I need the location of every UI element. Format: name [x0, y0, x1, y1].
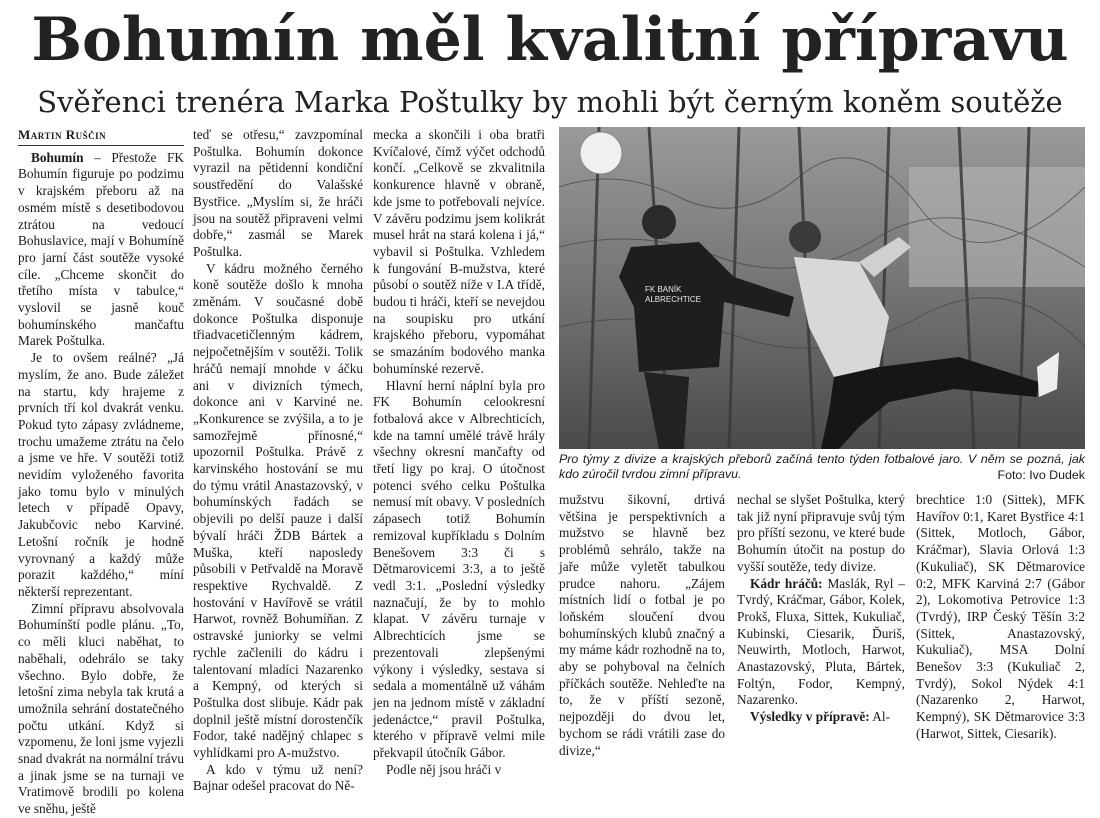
paragraph: nechal se slyšet Poštulka, který tak již nyní připravuje svůj tým pro příští sezonu, ve které bude Bohumín útočit na postup do vyšší soutěže, tedy divize.	[737, 492, 905, 574]
dateline: Bohumín	[31, 149, 84, 165]
paragraph: Hlavní herní náplní byla pro FK Bohumín celookresní fotbalová akce v Albrechticích, kde na tamní umělé trávě hrály všechny okresní mančafty od třetí ligy po kraj. O útočnost potenci svého celku Poštulka nemusí mít obavy. V posledních zápasech totiž Bohumín remizoval kupříkladu s Dolním Benešovem 3:3 či s Dětmarovicemi 3:3, a to ještě vedl 3:1. „Poslední výsledky naznačují, že by to mohlo klapat. V závěru turnaje v Albrechticích jsme se prezentovali zlepšenými výkony i výsledky, sestava si sedala a momentálně už váhám jen na jednom místě v základní jedenáctce,“ pravil Poštulka, kterého v přípravě velmi mile překvapil útočník Gábor.	[373, 377, 545, 761]
ball	[580, 132, 622, 174]
article-column-1	[18, 127, 184, 817]
article-column-2	[193, 127, 363, 794]
results-text: Al-	[869, 709, 891, 725]
byline: Martin Ruščin	[18, 127, 184, 146]
paragraph: teď se otřesu,“ zavzpomínal Poštulka. Bohumín dokonce vyrazil na pětidenní kondiční soustředění do Valašské Bystřice. „Myslím si, že hráči jsou na soutěž připraveni velmi dobře,“ zasmál se Marek Poštulka.	[193, 127, 363, 259]
paragraph: Podle něj jsou hráči v	[386, 761, 502, 777]
football-photo-illustration	[559, 127, 1085, 449]
results-intro	[737, 709, 905, 726]
paragraph	[18, 150, 184, 350]
article-column-3	[373, 127, 545, 777]
paragraph: mecka a skončili i oba bratři Kvíčalové, čímž výčet odchodů končí. „Celkově se zkvalitnila konkurence hlavně v obraně, kde jsme to potřebovali nejvíce. V závěru podzimu jsem kolikrát musel hrát na stará kolena i já,“ vybavil si Poštulka. Vzhledem k fungování B-mužstva, které působí o soutěž níže v I.A třídě, budou ti hráči, kteří se nevejdou na soupisku pro utkání krajského přeboru, vypomáhat se smazáním bodového manka bohumínské rezervě.	[373, 127, 545, 376]
match-photo	[559, 127, 1085, 449]
article-column-4	[559, 492, 725, 758]
photo-credit: Foto: Ivo Dudek	[997, 468, 1085, 482]
paragraph-text: – Přestože FK Bohumín figuruje po podzimu v krajském přeboru až na osmém místě s desetibodovou ztrátou na vedoucí Bohuslavice, mají v Bohumíně pro jarní část soutěže vysoké cíle. „Chceme skončit do třetího místa v tabulce,“ vyslovil se jasně kouč bohumínského mančaftu Marek Poštulka.	[18, 149, 184, 349]
shirt-text: FK BANÍK	[645, 285, 682, 294]
subheadline: Svěřenci trenéra Marka Poštulky by mohli být černým koněm soutěže	[37, 85, 1063, 119]
results-label: Výsledky v přípravě:	[750, 709, 870, 725]
results-list: brechtice 1:0 (Sittek), MFK Havířov 0:1, Karet Bystřice 4:1 (Sittek, Motloch, Gábor, Kráčmar), Slavia Orlová 1:3 (Kukuliač), SK Dětmarovice 0:2, MFK Karviná 2:7 (Gábor 2), Lokomotiva Petrovice 1:3 (Tvrdý), IRP Český Těšín 3:2 (Sittek, Anastazovský, Kukuliač), MSA Dolní Benešov 3:3 (Kukuliač 2, Tvrdý), Sokol Nýdek 4:1 (Nazarenko 2, Harwot, Kempný), SK Dětmarovice 3:3 (Harwot, Sittek, Ciesarik).	[916, 492, 1085, 741]
paragraph: A kdo v týmu už není? Bajnar odešel pracovat do Ně-	[193, 761, 363, 794]
article-column-5	[737, 492, 905, 725]
squad-text: Maslák, Ryl – Tvrdý, Kráčmar, Gábor, Kolek, Prokš, Fluxa, Sittek, Kukuliač, Kubinski, Ciesarik, Ďuriš, Neuwirth, Motloch, Harwot, Anastazovský, Pluta, Bártek, Foltýn, Fodor, Kempný, Nazarenko.	[737, 575, 905, 708]
paragraph: V kádru možného černého koně soutěže došlo k mnoha změnám. V současné době dokonce Poštulka disponuje třiadvacetičlenným kádrem, nejpočetnějším v soutěži. Tolik hráčů nemají mnohde v áčku ani v divizních týmech, dokonce ani v Karviné ne. „Konkurence se zvýšila, a to je samozřejmě přínosné,“ upozornil Poštulka. Právě z karvinského hostování se mu do týmu vrátil Anastazovský, v bohumínských řadách se objevili po delší pauze i další bývalí hráči ŽDB Bártek a Muška, kteří naposledy působili v Petřvaldě na Moravě respektive Rychvaldě. Z hostování v Havířově se vrátil Harwot, rovněž Bohumíňan. Z ostravské juniorky se velmi rychle začlenili do kádru i talentovaní mladíci Nazarenko a Kempný, od kterých si Poštulka dost slibuje. Kádr pak doplnil ještě místní dorostenčík Fodor, také nadějný chlapec s vyhlídkami pro A-mužstvo.	[193, 260, 363, 761]
squad-label: Kádr hráčů:	[750, 575, 823, 591]
paragraph: mužstvu šikovní, drtivá většina je perspektivních a mužstvo se hlavně bez problémů sehrálo, takže na jaře může vyletět tabulkou prudce nahoru. „Zájem místních lidí o fotbal je po loňském sloučení dvou bohumínských klubů značný a my máme kádr rozhodně na to, aby se pohyboval na čelních příčkách soutěže. Nehleďte na to, že v příští sezoně, nejpozději do dvou let, bychom se rádi vrátili zase do divize,“	[559, 492, 725, 758]
photo-caption: Pro týmy z divize a krajských přeborů začíná tento týden fotbalové jaro. V něm se pozná, jak kdo zúročil tvrdou zimní přípravu.	[559, 452, 1085, 481]
headline: Bohumín měl kvalitní přípravu	[31, 5, 1069, 75]
paragraph: Zimní přípravu absolvovala Bohumínští podle plánu. „To, co měli kluci naběhat, to naběhali, odehrálo se taky všechno. Bylo dobře, že letošní zima nebyla tak krutá a umožnila sehrání dostatečného počtu utkání. Když si vzpomenu, že loni jsme vyjezli snad dvakrát na normální trávu a jinak jsme se na turnaji ve Vratimově brodili po kolena ve sněhu, ještě	[18, 600, 184, 817]
article-column-6	[916, 492, 1085, 741]
paragraph: Je to ovšem reálné? „Já myslím, že ano. Bude záležet na startu, kdy hrajeme z prvních tří kol dvakrát venku. Pokud tyto zápasy zvládneme, trochu umažeme ztrátu na čelo a jsme ve hře. V soutěži totiž nevidím vyloženého favorita jako tomu bylo v minulých letech v případě Opavy, Jakubčovic nebo Karviné. Letošní ročník je hodně vyrovnaný a každý může porazit každého,“ míní některší reprezentant.	[18, 350, 184, 599]
shirt-text: ALBRECHTICE	[645, 295, 702, 304]
squad-list	[737, 576, 905, 710]
